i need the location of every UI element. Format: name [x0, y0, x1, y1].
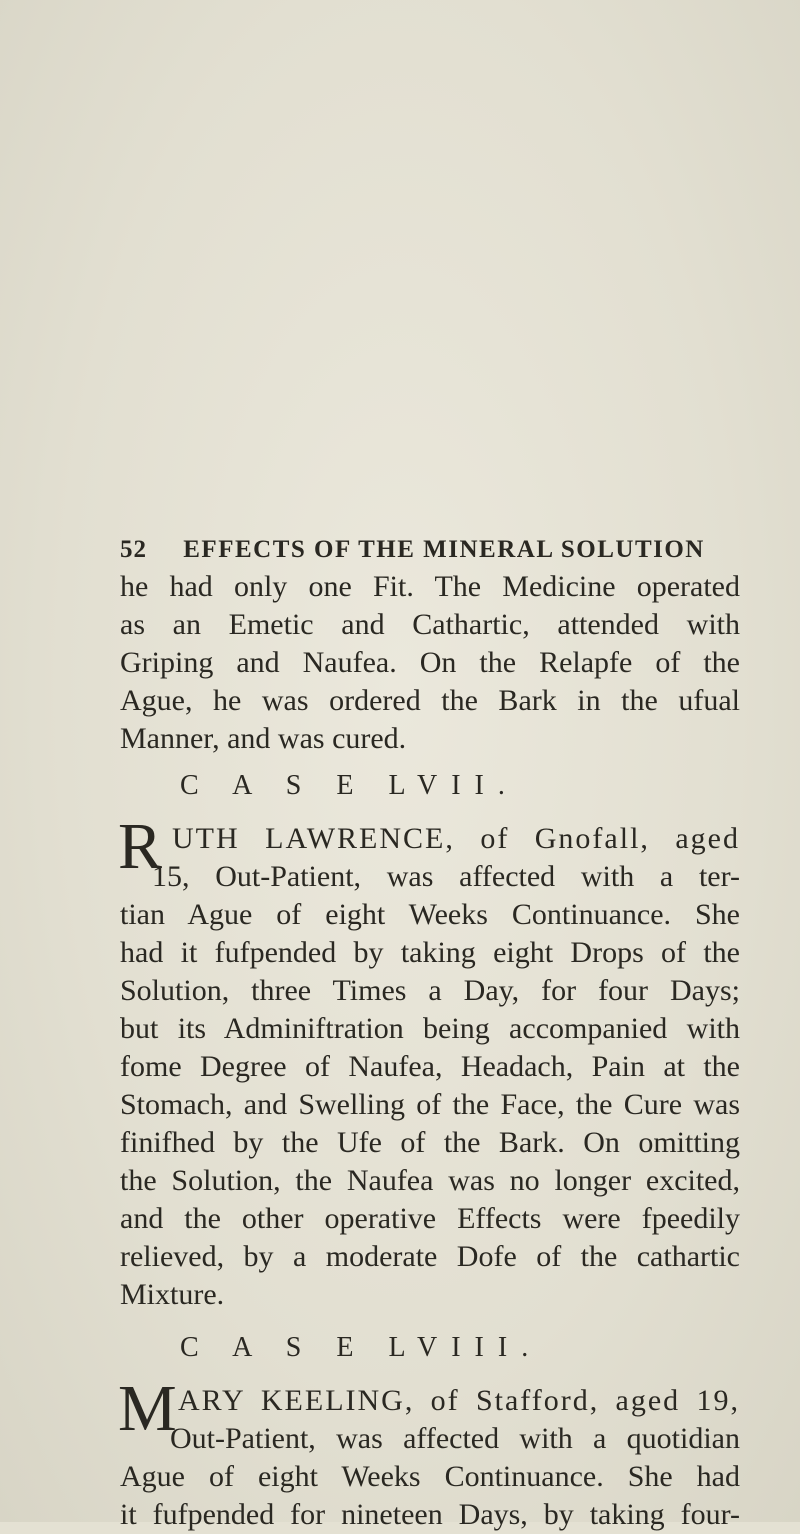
case-57-line: and the other operative Effects were fpeedily: [120, 1202, 740, 1235]
case-57-line: tian Ague of eight Weeks Continuance. She: [120, 898, 740, 931]
case-57-line: relieved, by a moderate Dofe of the cathartic: [120, 1240, 740, 1273]
case-58-line: Out-Patient, was affected with a quotidian: [170, 1422, 740, 1455]
intro-line: Manner, and was cured.: [120, 722, 407, 755]
case-58-first-line: ARY KEELING, of Stafford, aged 19,: [178, 1384, 740, 1417]
page-number: 52: [120, 536, 147, 563]
case-57-line: had it fufpended by taking eight Drops of the: [120, 936, 740, 969]
case-57-dropcap: R: [118, 810, 163, 883]
case-57-line: fome Degree of Naufea, Headach, Pain at the: [120, 1050, 740, 1083]
intro-line: as an Emetic and Cathartic, attended with: [120, 608, 740, 641]
running-title: EFFECTS OF THE MINERAL SOLUTION: [183, 536, 705, 563]
running-header: [120, 536, 705, 564]
case-57-line: Mixture.: [120, 1278, 225, 1311]
case-58-heading: C A S E LVIII.: [180, 1332, 543, 1363]
intro-line: Griping and Naufea. On the Relapfe of the: [120, 646, 740, 679]
case-57-heading: C A S E LVII.: [180, 770, 519, 801]
case-57-line: the Solution, the Naufea was no longer excited,: [120, 1164, 740, 1197]
case-57-line: finifhed by the Ufe of the Bark. On omitting: [120, 1126, 740, 1159]
intro-line: he had only one Fit. The Medicine operated: [120, 570, 740, 603]
case-58-line: Ague of eight Weeks Continuance. She had: [120, 1460, 740, 1493]
case-58-dropcap: M: [118, 1372, 177, 1445]
case-57-line: but its Adminiftration being accompanied with: [120, 1012, 740, 1045]
case-57-line: 15, Out-Patient, was affected with a ter-: [152, 860, 740, 893]
intro-line: Ague, he was ordered the Bark in the ufual: [120, 684, 740, 717]
case-58-line: it fufpended for nineteen Days, by taking four-: [120, 1498, 740, 1531]
case-57-first-line: UTH LAWRENCE, of Gnofall, aged: [172, 822, 740, 855]
case-57-line: Solution, three Times a Day, for four Days;: [120, 974, 740, 1007]
case-57-line: Stomach, and Swelling of the Face, the Cure was: [120, 1088, 740, 1121]
